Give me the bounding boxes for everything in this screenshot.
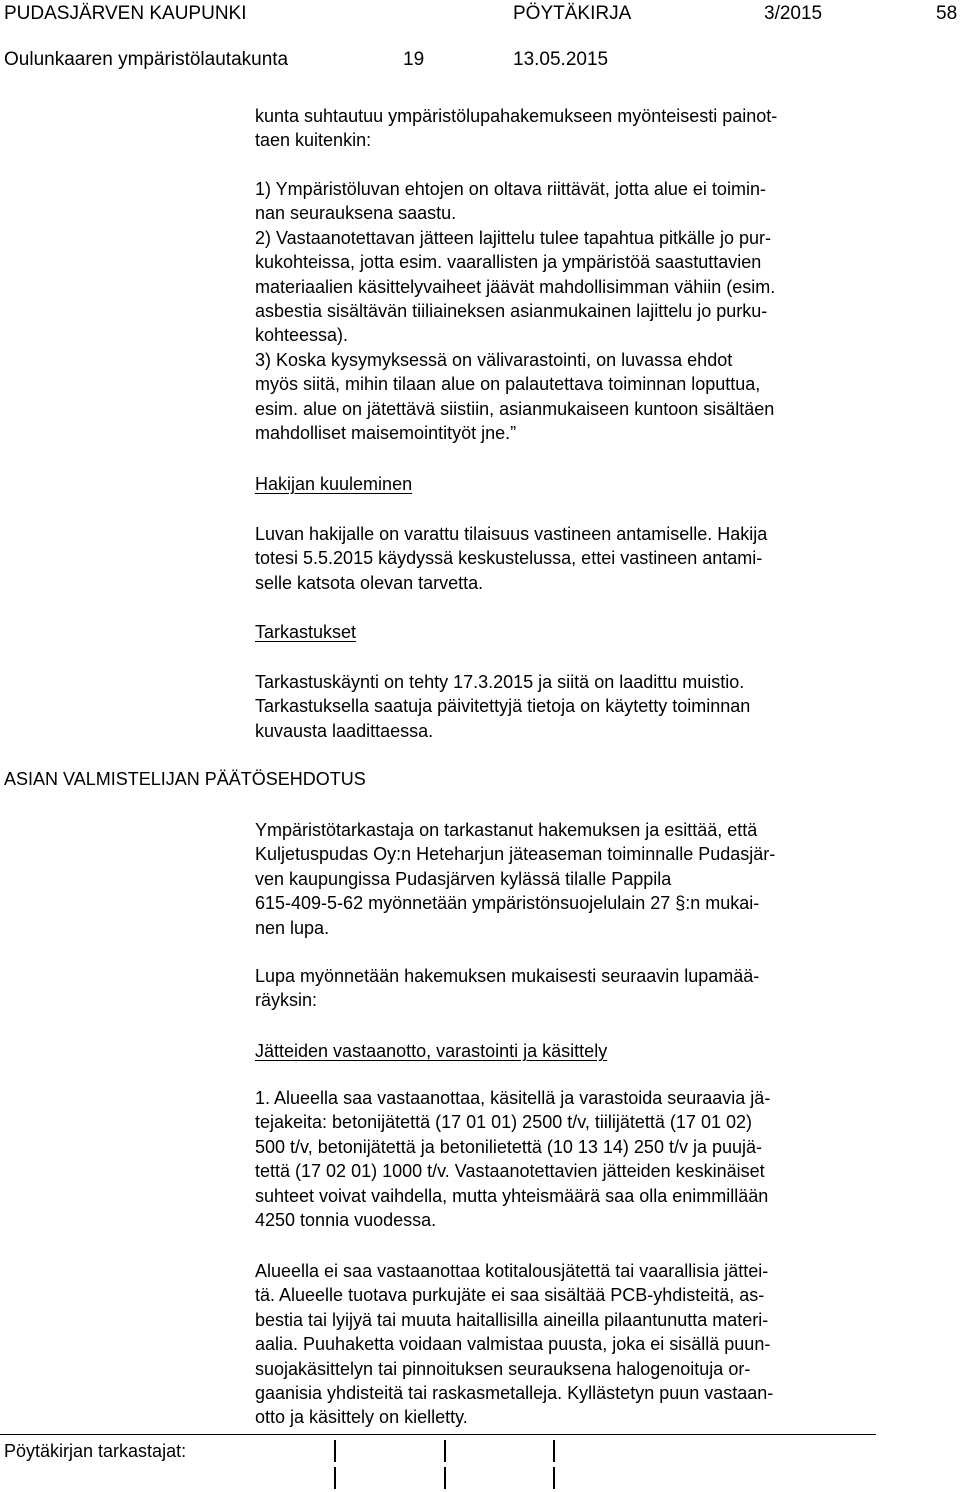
item1-paragraph <box>255 1086 895 1232</box>
text-line: bestia tai lyijyä tai muuta haitallisilla aineilla pilaantunutta materi- <box>255 1309 769 1330</box>
text-line: otto ja käsittely on kielletty. <box>255 1407 468 1428</box>
intro-paragraph <box>255 104 895 153</box>
signature-field-divider <box>553 1440 555 1462</box>
heading-tarkastukset <box>255 620 895 644</box>
text-line: Ympäristötarkastaja on tarkastanut hakemuksen ja esittää, että <box>255 820 758 840</box>
header-section: 19 <box>403 49 425 70</box>
permit-paragraph <box>255 964 895 1013</box>
heading-waste-handling <box>255 1039 895 1063</box>
text-line: 500 t/v, betonijätettä ja betonilietettä (10 13 14) 250 t/v ja puujä- <box>255 1136 763 1157</box>
footer-inspectors-label: Pöytäkirjan tarkastajat: <box>4 1441 187 1461</box>
text-line: kunta suhtautuu ympäristölupahakemukseen myönteisesti painot- <box>255 106 778 126</box>
text-line: 615-409-5-62 myönnetään ympäristönsuojelulain 27 §:n mukai- <box>255 893 760 914</box>
header-doc-number: 3/2015 <box>764 3 823 24</box>
text-line: suojakäsittelyn tai pinnoituksen seurauksena halogenoituja or- <box>255 1358 751 1379</box>
text-line: taen kuitenkin: <box>255 130 372 151</box>
inspections-paragraph <box>255 670 895 743</box>
side-heading-proposal: ASIAN VALMISTELIJAN PÄÄTÖSEHDOTUS <box>4 769 366 789</box>
text-line: totesi 5.5.2015 käydyssä keskustelussa, ettei vastineen antami- <box>255 548 763 569</box>
heading-hakijan-kuuleminen <box>255 472 895 496</box>
signature-field-divider <box>444 1440 446 1462</box>
text-line: asbestia sisältävän tiiliaineksen asianmukainen lajittelu jo purku- <box>255 301 768 322</box>
text-line: kohteessa). <box>255 325 349 346</box>
section-heading: Jätteiden vastaanotto, varastointi ja käsittely <box>255 1041 608 1061</box>
text-line: kukohteissa, jotta esim. vaarallisten ja ympäristöä saastuttavien <box>255 252 762 273</box>
proposal-paragraph <box>255 818 895 940</box>
header-doc-type: PÖYTÄKIRJA <box>513 3 632 24</box>
text-line: tejakeita: betonijätettä (17 01 01) 2500 t/v, tiilijätettä (17 01 02) <box>255 1112 752 1133</box>
section-heading: Hakijan kuuleminen <box>255 474 413 494</box>
header-date: 13.05.2015 <box>513 49 609 70</box>
signature-field-divider <box>334 1467 336 1489</box>
header-page-number: 58 <box>936 3 958 24</box>
section-heading: Tarkastukset <box>255 622 357 642</box>
conditions-paragraph <box>255 177 895 445</box>
text-line: Tarkastuksella saatuja päivitettyjä tietoja on käytetty toiminnan <box>255 696 751 717</box>
restrictions-paragraph <box>255 1259 895 1430</box>
text-line: myös siitä, mihin tilaan alue on palautettava toiminnan loputtua, <box>255 374 761 395</box>
text-line: gaanisia yhdisteitä tai raskasmetalleja. Kyllästetyn puun vastaan- <box>255 1383 774 1404</box>
text-line: suhteet voivat vaihdella, mutta yhteismäärä saa olla enimmillään <box>255 1185 769 1206</box>
signature-field-divider <box>444 1467 446 1489</box>
header-city: PUDASJÄRVEN KAUPUNKI <box>4 3 247 24</box>
text-line: mahdolliset maisemointityöt jne.” <box>255 423 517 444</box>
hearing-paragraph <box>255 522 895 595</box>
text-line: tä. Alueelle tuotava purkujäte ei saa sisältää PCB-yhdisteitä, as- <box>255 1285 765 1306</box>
text-line: Alueella ei saa vastaanottaa kotitalousjätettä tai vaarallisia jättei- <box>255 1261 769 1281</box>
text-line: Tarkastuskäynti on tehty 17.3.2015 ja siitä on laadittu muistio. <box>255 672 745 692</box>
text-line: tettä (17 02 01) 1000 t/v. Vastaanotettavien jätteiden keskinäiset <box>255 1161 765 1182</box>
text-line: 2) Vastaanotettavan jätteen lajittelu tulee tapahtua pitkälle jo pur- <box>255 227 772 248</box>
text-line: Lupa myönnetään hakemuksen mukaisesti seuraavin lupamää- <box>255 966 760 986</box>
signature-field-divider <box>553 1467 555 1489</box>
text-line: esim. alue on jätettävä siistiin, asianmukaiseen kuntoon sisältäen <box>255 398 775 419</box>
header-committee: Oulunkaaren ympäristölautakunta <box>4 49 289 70</box>
text-line: 3) Koska kysymyksessä on välivarastointi, on luvassa ehdot <box>255 349 733 370</box>
signature-field-divider <box>334 1440 336 1462</box>
text-line: nen lupa. <box>255 917 330 938</box>
text-line: materiaalien käsittelyvaiheet jäävät mahdollisimman vähiin (esim. <box>255 276 776 297</box>
text-line: ven kaupungissa Pudasjärven kylässä tilalle Pappila <box>255 868 672 889</box>
text-line: aalia. Puuhaketta voidaan valmistaa puusta, joka ei sisällä puun- <box>255 1334 771 1355</box>
text-line: kuvausta laadittaessa. <box>255 720 434 741</box>
text-line: Luvan hakijalle on varattu tilaisuus vastineen antamiselle. Hakija <box>255 524 768 544</box>
text-line: Kuljetuspudas Oy:n Heteharjun jäteaseman toiminnalle Pudasjär- <box>255 844 776 865</box>
text-line: räyksin: <box>255 990 318 1011</box>
text-line: 1. Alueella saa vastaanottaa, käsitellä ja varastoida seuraavia jä- <box>255 1088 771 1108</box>
text-line: 4250 tonnia vuodessa. <box>255 1210 437 1231</box>
text-line: 1) Ympäristöluvan ehtojen on oltava riittävät, jotta alue ei toimin- <box>255 179 766 199</box>
text-line: nan seurauksena saastu. <box>255 203 457 224</box>
footer-divider <box>0 1434 876 1435</box>
text-line: selle katsota olevan tarvetta. <box>255 572 484 593</box>
